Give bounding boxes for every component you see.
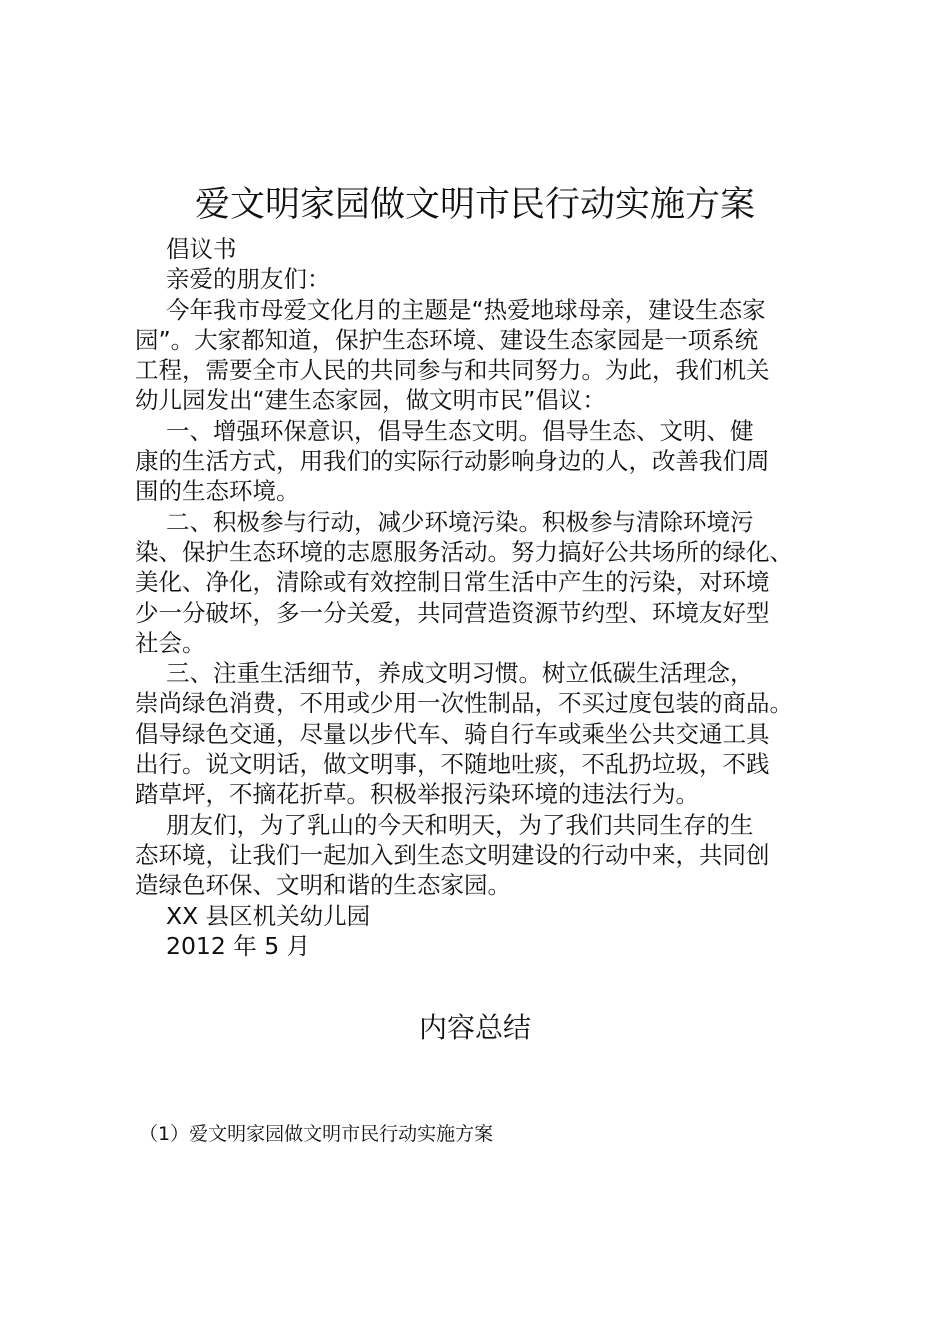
body-line: 二、积极参与行动，减少环境污染。积极参与清除环境污: [166, 507, 754, 536]
body-line: 社会。: [135, 628, 206, 657]
body-line: 倡导绿色交通，尽量以步代车、骑自行车或乘坐公共交通工具: [135, 719, 770, 748]
body-line: 三、注重生活细节，养成文明习惯。树立低碳生活理念，: [166, 659, 754, 688]
body-line: 亲爱的朋友们：: [166, 265, 331, 294]
summary-heading: 内容总结: [418, 1011, 531, 1044]
body-line: 工程，需要全市人民的共同参与和共同努力。为此，我们机关: [135, 356, 770, 385]
body-line: 崇尚绿色消费，不用或少用一次性制品，不买过度包装的商品。: [135, 689, 793, 718]
body-line: 一、增强环保意识，倡导生态文明。倡导生态、文明、健: [166, 416, 754, 445]
body-line: XX 县区机关幼儿园: [166, 901, 371, 930]
body-line: 今年我市母爱文化月的主题是“热爱地球母亲，建设生态家: [166, 295, 766, 324]
body-line: 染、保护生态环境的志愿服务活动。努力搞好公共场所的绿化、: [135, 537, 793, 566]
body-line: 朋友们，为了乳山的今天和明天，为了我们共同生存的生: [166, 810, 754, 839]
body-line: 少一分破坏，多一分关爱，共同营造资源节约型、环境友好型: [135, 598, 770, 627]
body-line: 园”。大家都知道，保护生态环境、建设生态家园是一项系统: [135, 325, 759, 354]
summary-item: （1）爱文明家园做文明市民行动实施方案: [139, 1123, 494, 1145]
body-line: 康的生活方式，用我们的实际行动影响身边的人，改善我们周: [135, 447, 770, 476]
body-line: 倡议书: [166, 235, 237, 263]
body-line: 围的生态环境。: [135, 477, 300, 506]
body-line: 2012 年 5 月: [166, 931, 311, 960]
body-line: 出行。说文明话，做文明事，不随地吐痰，不乱扔垃圾，不践: [135, 750, 770, 779]
document-body: [135, 234, 835, 961]
body-line: 态环境，让我们一起加入到生态文明建设的行动中来，共同创: [135, 840, 770, 869]
body-line: 踏草坪，不摘花折草。积极举报污染环境的违法行为。: [135, 780, 699, 809]
body-line: 美化、净化，清除或有效控制日常生活中产生的污染，对环境: [135, 568, 770, 597]
body-line: 幼儿园发出“建生态家园，做文明市民”倡议：: [135, 386, 606, 415]
body-line: 造绿色环保、文明和谐的生态家园。: [135, 871, 511, 900]
document-title: 爱文明家园做文明市民行动实施方案: [194, 185, 755, 225]
